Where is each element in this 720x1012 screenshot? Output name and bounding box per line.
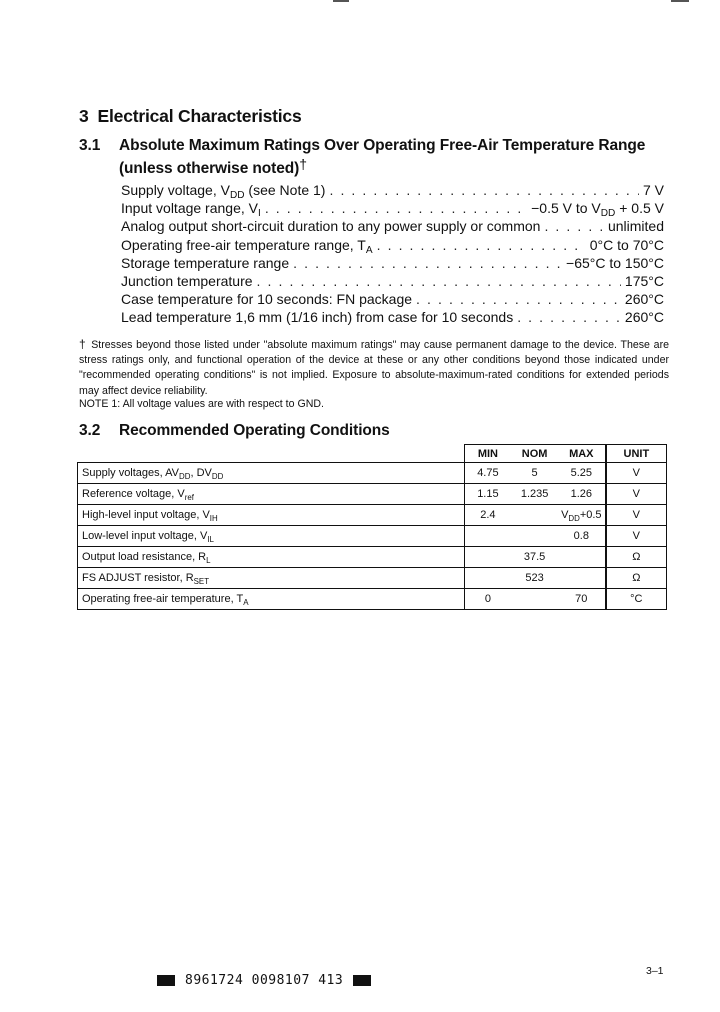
min-value [465, 572, 512, 584]
subscript: I [258, 208, 261, 219]
subsection-number: 3.1 [79, 137, 101, 154]
subscript: DD [229, 190, 245, 201]
min-value: 0 [484, 593, 491, 605]
subsection-title-line1: Absolute Maximum Ratings Over Operating Free-Air Temperature Range [119, 137, 646, 154]
leader-dots [329, 182, 639, 198]
subscript: IH [209, 514, 218, 523]
rating-value: 175°C [624, 272, 664, 289]
header-min: MIN [477, 447, 498, 460]
subsection-number: 3.2 [79, 422, 101, 439]
param-cell: Supply voltages, $AV_{DD}$, $DV_{DD}$ [78, 463, 465, 484]
table-header-row [78, 445, 667, 463]
unit-cell: V [606, 505, 667, 526]
rating-value: 260°C [624, 291, 664, 308]
footnote-dagger: † [79, 337, 87, 351]
rating-row [121, 200, 664, 218]
dagger-mark: † [299, 156, 307, 172]
rating-row [121, 309, 664, 327]
min-value [465, 530, 512, 542]
footnote-text: Stresses beyond those listed under "absolute maximum ratings" may cause permanent damage to the device. These are stress ratings only, and functional operation of the device at these or any other conditions beyond those indicated under "recommended operating conditions" is not implied. Exposure to absolute-maximum-rated conditions for extended periods may affect device reliability. [79, 339, 669, 397]
param-cell: Operating free-air temperature, $T_A$ [78, 589, 465, 610]
rating-label: Supply voltage, $V_{DD}$ (see Note 1) [121, 182, 326, 201]
table-row [78, 526, 667, 547]
table-row [78, 547, 667, 568]
rating-value: 0°C to 70°C [589, 236, 664, 253]
max-value: 0.8 [573, 530, 589, 542]
barcode-strip [157, 973, 371, 988]
subsection-3-1-heading-cont [119, 155, 307, 178]
param-cell: FS ADJUST resistor, $R_{SET}$ [78, 568, 465, 589]
table-row [78, 463, 667, 484]
rating-row [121, 237, 664, 255]
barcode-block-right [353, 975, 371, 986]
leader-dots [416, 291, 621, 307]
header-blank [78, 445, 465, 463]
nom-value [511, 509, 558, 521]
subscript: DD [568, 514, 580, 523]
section-title: Electrical Characteristics [97, 106, 302, 126]
table-row [78, 589, 667, 610]
unit-cell: Ω [606, 568, 667, 589]
leader-dots [293, 255, 562, 271]
subscript: IL [207, 535, 214, 544]
subscript: A [365, 244, 373, 255]
scan-speck [333, 0, 349, 2]
rating-label: Lead temperature 1,6 mm (1/16 inch) from case for 10 seconds [121, 309, 514, 326]
section-heading [79, 106, 302, 127]
header-nom: NOM [521, 447, 548, 460]
unit-cell: °C [606, 589, 667, 610]
max-value: 70 [575, 593, 588, 605]
rating-label: Operating free-air temperature range, $T_A$ [121, 236, 373, 255]
subscript: DD [211, 472, 224, 481]
absolute-max-ratings-list [121, 182, 664, 328]
subscript: SET [193, 577, 210, 586]
unit-cell: V [606, 484, 667, 505]
min-value [465, 551, 512, 563]
rating-row [121, 218, 664, 236]
rating-row [121, 255, 664, 273]
rating-row [121, 273, 664, 291]
rating-label: Case temperature for 10 seconds: FN package [121, 291, 413, 308]
rating-value: 7 V [642, 182, 664, 198]
barcode-text: 8961724 0098107 413 [185, 973, 344, 988]
unit-cell: V [606, 463, 667, 484]
min-value: 1.15 [477, 488, 499, 500]
header-values [464, 445, 606, 463]
table-row [78, 505, 667, 526]
header-max: MAX [569, 447, 594, 460]
max-value: $V_{DD}+0.5$ [561, 509, 602, 523]
scan-speck [671, 0, 689, 2]
section-number: 3 [79, 106, 89, 126]
values-cell [464, 484, 606, 505]
values-cell [464, 547, 606, 568]
max-value [558, 572, 605, 584]
nom-value: 1.235 [520, 488, 549, 500]
rating-value: unlimited [607, 218, 664, 235]
rating-value: −0.5 V to $V_{DD} + 0.5$ V [531, 200, 664, 219]
subsection-title: Recommended Operating Conditions [119, 422, 390, 439]
values-cell [464, 505, 606, 526]
values-cell [464, 589, 606, 610]
leader-dots [265, 200, 527, 216]
header-unit: UNIT [606, 445, 667, 463]
subsection-3-1-heading [79, 137, 645, 155]
leader-dots [257, 273, 621, 289]
param-cell: High-level input voltage, $V_{IH}$ [78, 505, 465, 526]
param-cell: Low-level input voltage, $V_{IL}$ [78, 526, 465, 547]
rating-label: Storage temperature range [121, 254, 290, 271]
note-1: NOTE 1: All voltage values are with respect to GND. [79, 398, 324, 410]
subsection-title-line2: (unless otherwise noted) [119, 160, 300, 177]
min-value: 2.4 [480, 509, 496, 521]
nom-value [511, 593, 558, 605]
barcode-block-left [157, 975, 175, 986]
rating-row [121, 291, 664, 309]
table-row [78, 484, 667, 505]
rating-row [121, 182, 664, 200]
max-value: 5.25 [570, 467, 593, 479]
min-value: 4.75 [477, 467, 499, 479]
rating-label: Junction temperature [121, 272, 253, 289]
values-cell [464, 526, 606, 547]
leader-dots [377, 237, 586, 253]
leader-dots [544, 218, 604, 234]
subscript: DD [179, 472, 191, 481]
rating-value: −65°C to 150°C [566, 254, 664, 271]
subscript: DD [600, 208, 616, 219]
subscript: L [206, 556, 211, 565]
param-cell: Reference voltage, $V_{ref}$ [78, 484, 465, 505]
stress-footnote [79, 337, 669, 399]
unit-cell: Ω [606, 547, 667, 568]
nom-value: 37.5 [523, 551, 546, 563]
subsection-3-2-heading [79, 422, 390, 440]
nom-value [511, 530, 558, 542]
nom-value: 523 [525, 572, 544, 584]
subscript: ref [184, 493, 194, 502]
rating-value: 260°C [624, 309, 664, 326]
param-cell: Output load resistance, $R_L$ [78, 547, 465, 568]
max-value [558, 551, 605, 563]
rating-label: Input voltage range, $V_I$ [121, 200, 261, 219]
values-cell [464, 568, 606, 589]
recommended-conditions-table [77, 444, 667, 610]
values-cell [464, 463, 606, 484]
page-number: 3–1 [646, 965, 664, 977]
subscript: A [243, 598, 249, 607]
leader-dots [517, 309, 621, 325]
unit-cell: V [606, 526, 667, 547]
nom-value: 5 [531, 467, 538, 479]
max-value: 1.26 [570, 488, 593, 500]
rating-label: Analog output short-circuit duration to any power supply or common [121, 218, 541, 235]
table-row [78, 568, 667, 589]
